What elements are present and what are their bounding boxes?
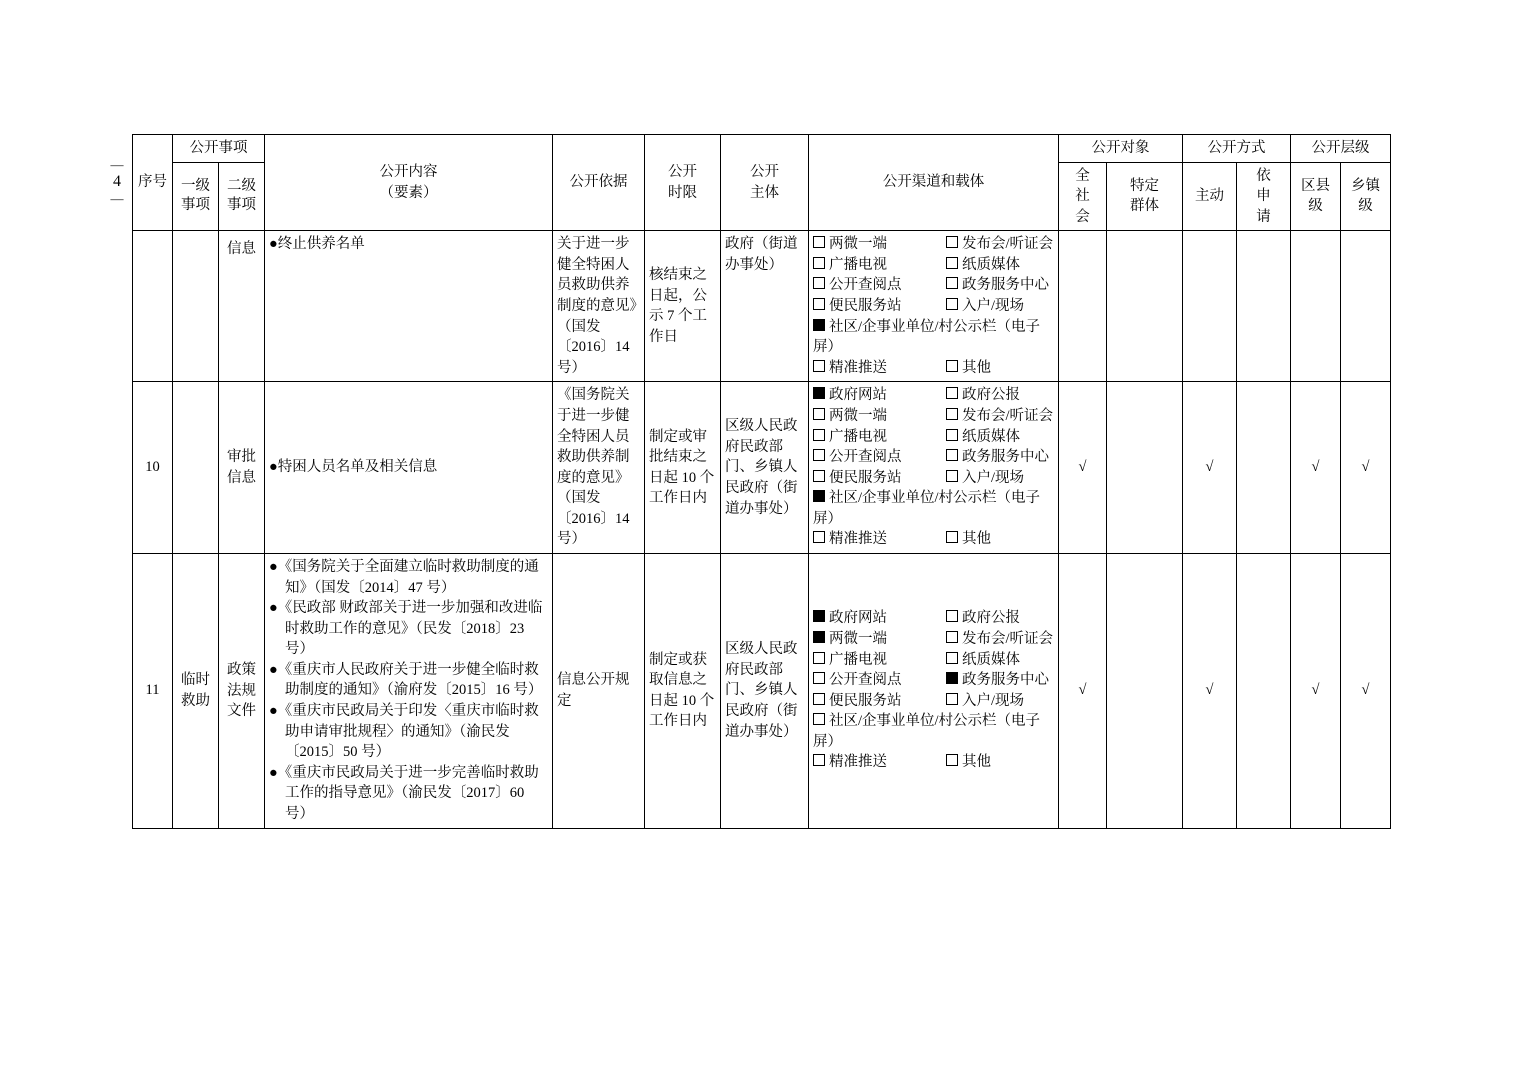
channel-label: 其他	[962, 359, 991, 376]
content-item: ●终止供养名单	[269, 236, 365, 253]
checkbox-icon[interactable]	[813, 754, 825, 766]
checkbox-icon[interactable]	[813, 470, 825, 482]
channel-label: 政府公报	[962, 610, 1020, 627]
cell-level-district: √	[1291, 553, 1341, 828]
channel-row	[813, 296, 1054, 317]
cell-method-active	[1183, 231, 1237, 382]
cell-level1-text	[177, 670, 214, 711]
header-content-line2: （要素）	[379, 184, 438, 201]
channel-label: 广播电视	[829, 256, 887, 273]
cell-level-district: √	[1291, 382, 1341, 554]
channel-label: 纸质媒体	[962, 651, 1020, 668]
header-limit	[645, 135, 721, 231]
channel-option	[946, 529, 1054, 550]
cell-method-active: √	[1183, 553, 1237, 828]
channel-label: 其他	[962, 531, 991, 548]
channel-label: 精准推送	[829, 359, 887, 376]
channel-row	[813, 468, 1054, 489]
cell-content	[265, 382, 553, 554]
checkbox-icon[interactable]	[946, 610, 958, 622]
checkbox-icon[interactable]	[813, 257, 825, 269]
channel-option	[946, 650, 1054, 671]
header-object-all-2: 社	[1075, 188, 1090, 205]
channel-label: 广播电视	[829, 651, 887, 668]
channel-option	[813, 608, 946, 629]
header-method-request-3: 请	[1256, 208, 1271, 225]
content-item: ●《重庆市民政局关于进一步完善临时救助工作的指导意见》（渝民发〔2017〕60 号）	[269, 764, 539, 822]
channel-label: 发布会/听证会	[962, 407, 1054, 424]
cell-object-specific	[1107, 231, 1183, 382]
cell-basis	[553, 553, 645, 828]
channel-option	[813, 427, 946, 448]
channel-row	[813, 255, 1054, 276]
header-content	[265, 135, 553, 231]
channel-label: 两微一端	[829, 236, 887, 253]
channel-label: 两微一端	[829, 631, 887, 647]
checkbox-icon[interactable]	[813, 277, 825, 289]
cell-level2-inner: 政策法规文件	[227, 662, 256, 719]
cell-level2-inner: 审批信息	[227, 449, 256, 486]
checkbox-icon[interactable]	[946, 408, 958, 420]
channel-option	[946, 385, 1054, 406]
channel-option	[946, 406, 1054, 427]
channel-option	[813, 529, 946, 550]
cell-object-all: √	[1059, 553, 1107, 828]
channel-label: 社区/企事业单位/村公示栏（电子屏）	[813, 490, 1041, 527]
header-subject	[721, 135, 809, 231]
channel-label: 两微一端	[829, 407, 887, 424]
header-subject-line2: 主体	[750, 184, 779, 201]
header-seq: 序号	[133, 135, 173, 231]
channel-row	[813, 529, 1054, 550]
channel-option-wide	[813, 711, 1054, 752]
checkbox-icon[interactable]	[813, 360, 825, 372]
checkbox-icon[interactable]	[946, 298, 958, 310]
header-level-district	[1291, 162, 1341, 231]
channel-option	[946, 447, 1054, 468]
cell-method-active: √	[1183, 382, 1237, 554]
checkbox-icon[interactable]	[946, 470, 958, 482]
channel-label: 政务服务中心	[962, 277, 1049, 294]
header-method-request	[1237, 162, 1291, 231]
channel-label: 入户/现场	[962, 692, 1025, 709]
channel-label: 纸质媒体	[962, 256, 1020, 273]
cell-method-request	[1237, 382, 1291, 554]
channel-row	[813, 406, 1054, 427]
checkbox-icon[interactable]	[813, 652, 825, 664]
channel-row	[813, 385, 1054, 406]
cell-level-town: √	[1341, 382, 1391, 554]
content-item: ●《重庆市民政局关于印发〈重庆市临时救助申请审批规程〉的通知》（渝民发〔2015〕50 号）	[269, 703, 539, 761]
channel-label: 便民服务站	[829, 469, 902, 486]
header-channel: 公开渠道和载体	[809, 135, 1059, 231]
channel-option	[946, 468, 1054, 489]
channel-row	[813, 608, 1054, 629]
channel-option	[946, 608, 1054, 629]
checkbox-icon[interactable]	[946, 429, 958, 441]
content-item: ●《民政部 财政部关于进一步加强和改进临时救助工作的意见》（民发〔2018〕23 号）	[269, 600, 543, 658]
header-basis: 公开依据	[553, 135, 645, 231]
channel-label: 入户/现场	[962, 469, 1025, 486]
channel-option	[813, 468, 946, 489]
channel-option	[946, 629, 1054, 650]
cell-method-request	[1237, 231, 1291, 382]
channel-label: 精准推送	[829, 531, 887, 548]
channel-option-wide	[813, 317, 1054, 358]
cell-level-district	[1291, 231, 1341, 382]
header-method-request-1: 依	[1256, 167, 1271, 184]
checkbox-icon[interactable]	[946, 652, 958, 664]
cell-subject: 政府（街道办事处）	[721, 231, 809, 382]
checkbox-icon[interactable]	[813, 610, 825, 622]
channel-option	[813, 670, 946, 691]
channel-option	[946, 691, 1054, 712]
checkbox-icon[interactable]	[813, 490, 825, 502]
cell-level2-text	[223, 660, 260, 721]
checkbox-icon[interactable]	[813, 429, 825, 441]
table-row	[133, 382, 1391, 554]
checkbox-icon[interactable]	[946, 531, 958, 543]
channel-label: 政府网站	[829, 387, 887, 404]
channel-option	[946, 358, 1054, 379]
page-mark-number: 4	[113, 173, 121, 191]
table-header-row-1	[133, 135, 1391, 163]
channel-option	[813, 406, 946, 427]
cell-basis-text: 信息公开规定	[557, 672, 630, 709]
checkbox-icon[interactable]	[813, 298, 825, 310]
header-level2-text: 二级事项	[227, 177, 256, 214]
checkbox-icon[interactable]	[946, 693, 958, 705]
channel-option	[946, 275, 1054, 296]
page-number-mark	[104, 158, 130, 206]
channel-label: 入户/现场	[962, 298, 1025, 315]
checkbox-icon[interactable]	[946, 672, 958, 684]
channel-row	[813, 752, 1054, 773]
checkbox-icon[interactable]	[813, 693, 825, 705]
channel-label: 政务服务中心	[962, 449, 1049, 466]
cell-limit: 制定或审批结束之日起 10 个工作日内	[645, 382, 721, 554]
table-row	[133, 553, 1391, 828]
header-object-specific-1: 特定	[1130, 177, 1159, 194]
header-group-items: 公开事项	[173, 135, 265, 163]
cell-level1	[173, 553, 219, 828]
channel-option	[946, 296, 1054, 317]
cell-level1	[173, 231, 219, 382]
checkbox-icon[interactable]	[813, 531, 825, 543]
channel-option	[813, 234, 946, 255]
checkbox-icon[interactable]	[946, 631, 958, 643]
header-level-district-1: 区县	[1301, 177, 1330, 194]
channel-label: 其他	[962, 754, 991, 771]
cell-level2-text	[223, 447, 260, 488]
header-level-town-1: 乡镇	[1351, 177, 1380, 194]
header-level1	[173, 162, 219, 231]
cell-object-all: √	[1059, 382, 1107, 554]
header-object-specific-2: 群体	[1130, 198, 1159, 215]
checkbox-icon[interactable]	[813, 408, 825, 420]
checkbox-icon[interactable]	[946, 754, 958, 766]
channel-label: 政府网站	[829, 610, 887, 627]
channel-option	[946, 670, 1054, 691]
channel-row	[813, 691, 1054, 712]
channel-row	[813, 629, 1054, 650]
channel-label: 发布会/听证会	[962, 631, 1054, 647]
channel-label: 广播电视	[829, 428, 887, 445]
channel-label: 公开查阅点	[829, 277, 902, 294]
channel-option	[813, 385, 946, 406]
channel-option	[813, 358, 946, 379]
cell-seq: 11	[133, 553, 173, 828]
cell-content	[265, 231, 553, 382]
header-level-district-2: 级	[1308, 198, 1323, 215]
checkbox-icon[interactable]	[813, 631, 825, 643]
page-mark-dash-bottom: —	[110, 190, 124, 206]
channel-label: 精准推送	[829, 754, 887, 771]
cell-level2-text: 信息	[227, 241, 256, 258]
channel-label: 政府公报	[962, 387, 1020, 404]
checkbox-icon[interactable]	[946, 360, 958, 372]
channel-label: 政务服务中心	[962, 672, 1049, 689]
checkbox-icon[interactable]	[946, 387, 958, 399]
cell-seq	[133, 231, 173, 382]
channel-option	[946, 234, 1054, 255]
channel-option	[813, 447, 946, 468]
checkbox-icon[interactable]	[813, 387, 825, 399]
header-object-all-1: 全	[1075, 167, 1090, 184]
content-item: ●《国务院关于全面建立临时救助制度的通知》（国发〔2014〕47 号）	[269, 558, 539, 596]
disclosure-table	[132, 134, 1391, 829]
header-level2	[219, 162, 265, 231]
cell-limit: 核结束之日起，公示 7 个工作日	[645, 231, 721, 382]
header-method-request-2: 申	[1256, 188, 1271, 205]
table-row	[133, 231, 1391, 382]
header-group-object: 公开对象	[1059, 135, 1183, 163]
cell-limit: 制定或获取信息之日起 10 个工作日内	[645, 553, 721, 828]
channel-option-wide	[813, 488, 1054, 529]
cell-subject: 区级人民政府民政部门、乡镇人民政府（街道办事处）	[721, 553, 809, 828]
checkbox-icon[interactable]	[946, 257, 958, 269]
channel-label: 社区/企事业单位/村公示栏（电子屏）	[813, 318, 1041, 356]
header-level-town	[1341, 162, 1391, 231]
cell-content	[265, 553, 553, 828]
channel-option	[813, 752, 946, 773]
channel-label: 公开查阅点	[829, 449, 902, 466]
cell-channel	[809, 382, 1059, 554]
channel-row	[813, 427, 1054, 448]
header-group-level: 公开层级	[1291, 135, 1391, 163]
header-method-active: 主动	[1183, 162, 1237, 231]
header-object-specific	[1107, 162, 1183, 231]
cell-basis: 《国务院关于进一步健全特困人员救助供养制度的意见》（国发〔2016〕14 号）	[553, 382, 645, 554]
channel-option	[813, 650, 946, 671]
checkbox-icon[interactable]	[813, 319, 825, 331]
channel-row	[813, 650, 1054, 671]
header-level-town-2: 级	[1358, 198, 1373, 215]
channel-label: 发布会/听证会	[962, 236, 1054, 253]
cell-channel	[809, 231, 1059, 382]
cell-level-town: √	[1341, 553, 1391, 828]
channel-option	[946, 752, 1054, 773]
cell-level2	[219, 231, 265, 382]
header-limit-line2: 时限	[668, 184, 697, 201]
channel-label: 公开查阅点	[829, 672, 902, 689]
header-group-method: 公开方式	[1183, 135, 1291, 163]
cell-subject: 区级人民政府民政部门、乡镇人民政府（街道办事处）	[721, 382, 809, 554]
channel-row	[813, 275, 1054, 296]
header-subject-line1: 公开	[750, 164, 779, 181]
channel-row	[813, 234, 1054, 255]
content-item: ●《重庆市人民政府关于进一步健全临时救助制度的通知》（渝府发〔2015〕16 号）	[269, 661, 543, 699]
header-object-all-3: 会	[1075, 208, 1090, 225]
channel-label: 便民服务站	[829, 298, 902, 315]
channel-row	[813, 670, 1054, 691]
checkbox-icon[interactable]	[946, 236, 958, 248]
header-object-all	[1059, 162, 1107, 231]
cell-method-request	[1237, 553, 1291, 828]
channel-row	[813, 358, 1054, 379]
cell-level2	[219, 553, 265, 828]
channel-label: 社区/企事业单位/村公示栏（电子屏）	[813, 713, 1041, 750]
cell-level1-inner: 临时救助	[181, 672, 210, 709]
cell-level1	[173, 382, 219, 554]
header-content-line1: 公开内容	[379, 164, 438, 181]
channel-option	[813, 255, 946, 276]
channel-option	[813, 629, 946, 650]
cell-object-specific	[1107, 382, 1183, 554]
channel-row	[813, 447, 1054, 468]
channel-option	[946, 427, 1054, 448]
checkbox-icon[interactable]	[946, 277, 958, 289]
checkbox-icon[interactable]	[813, 713, 825, 725]
cell-seq: 10	[133, 382, 173, 554]
cell-level2	[219, 382, 265, 554]
header-level1-text: 一级事项	[181, 177, 210, 214]
checkbox-icon[interactable]	[813, 449, 825, 461]
cell-basis: 关于进一步健全特困人员救助供养制度的意见》（国发〔2016〕14 号）	[553, 231, 645, 382]
cell-object-all	[1059, 231, 1107, 382]
page-mark-dash-top: —	[110, 157, 124, 172]
channel-option	[946, 255, 1054, 276]
channel-option	[813, 691, 946, 712]
content-item: ●特困人员名单及相关信息	[269, 459, 438, 476]
checkbox-icon[interactable]	[946, 449, 958, 461]
cell-level-town	[1341, 231, 1391, 382]
cell-channel	[809, 553, 1059, 828]
checkbox-icon[interactable]	[813, 672, 825, 684]
header-limit-line1: 公开	[668, 164, 697, 181]
channel-label: 便民服务站	[829, 692, 902, 709]
cell-object-specific	[1107, 553, 1183, 828]
channel-option	[813, 275, 946, 296]
checkbox-icon[interactable]	[813, 236, 825, 248]
channel-option	[813, 296, 946, 317]
channel-label: 纸质媒体	[962, 428, 1020, 445]
